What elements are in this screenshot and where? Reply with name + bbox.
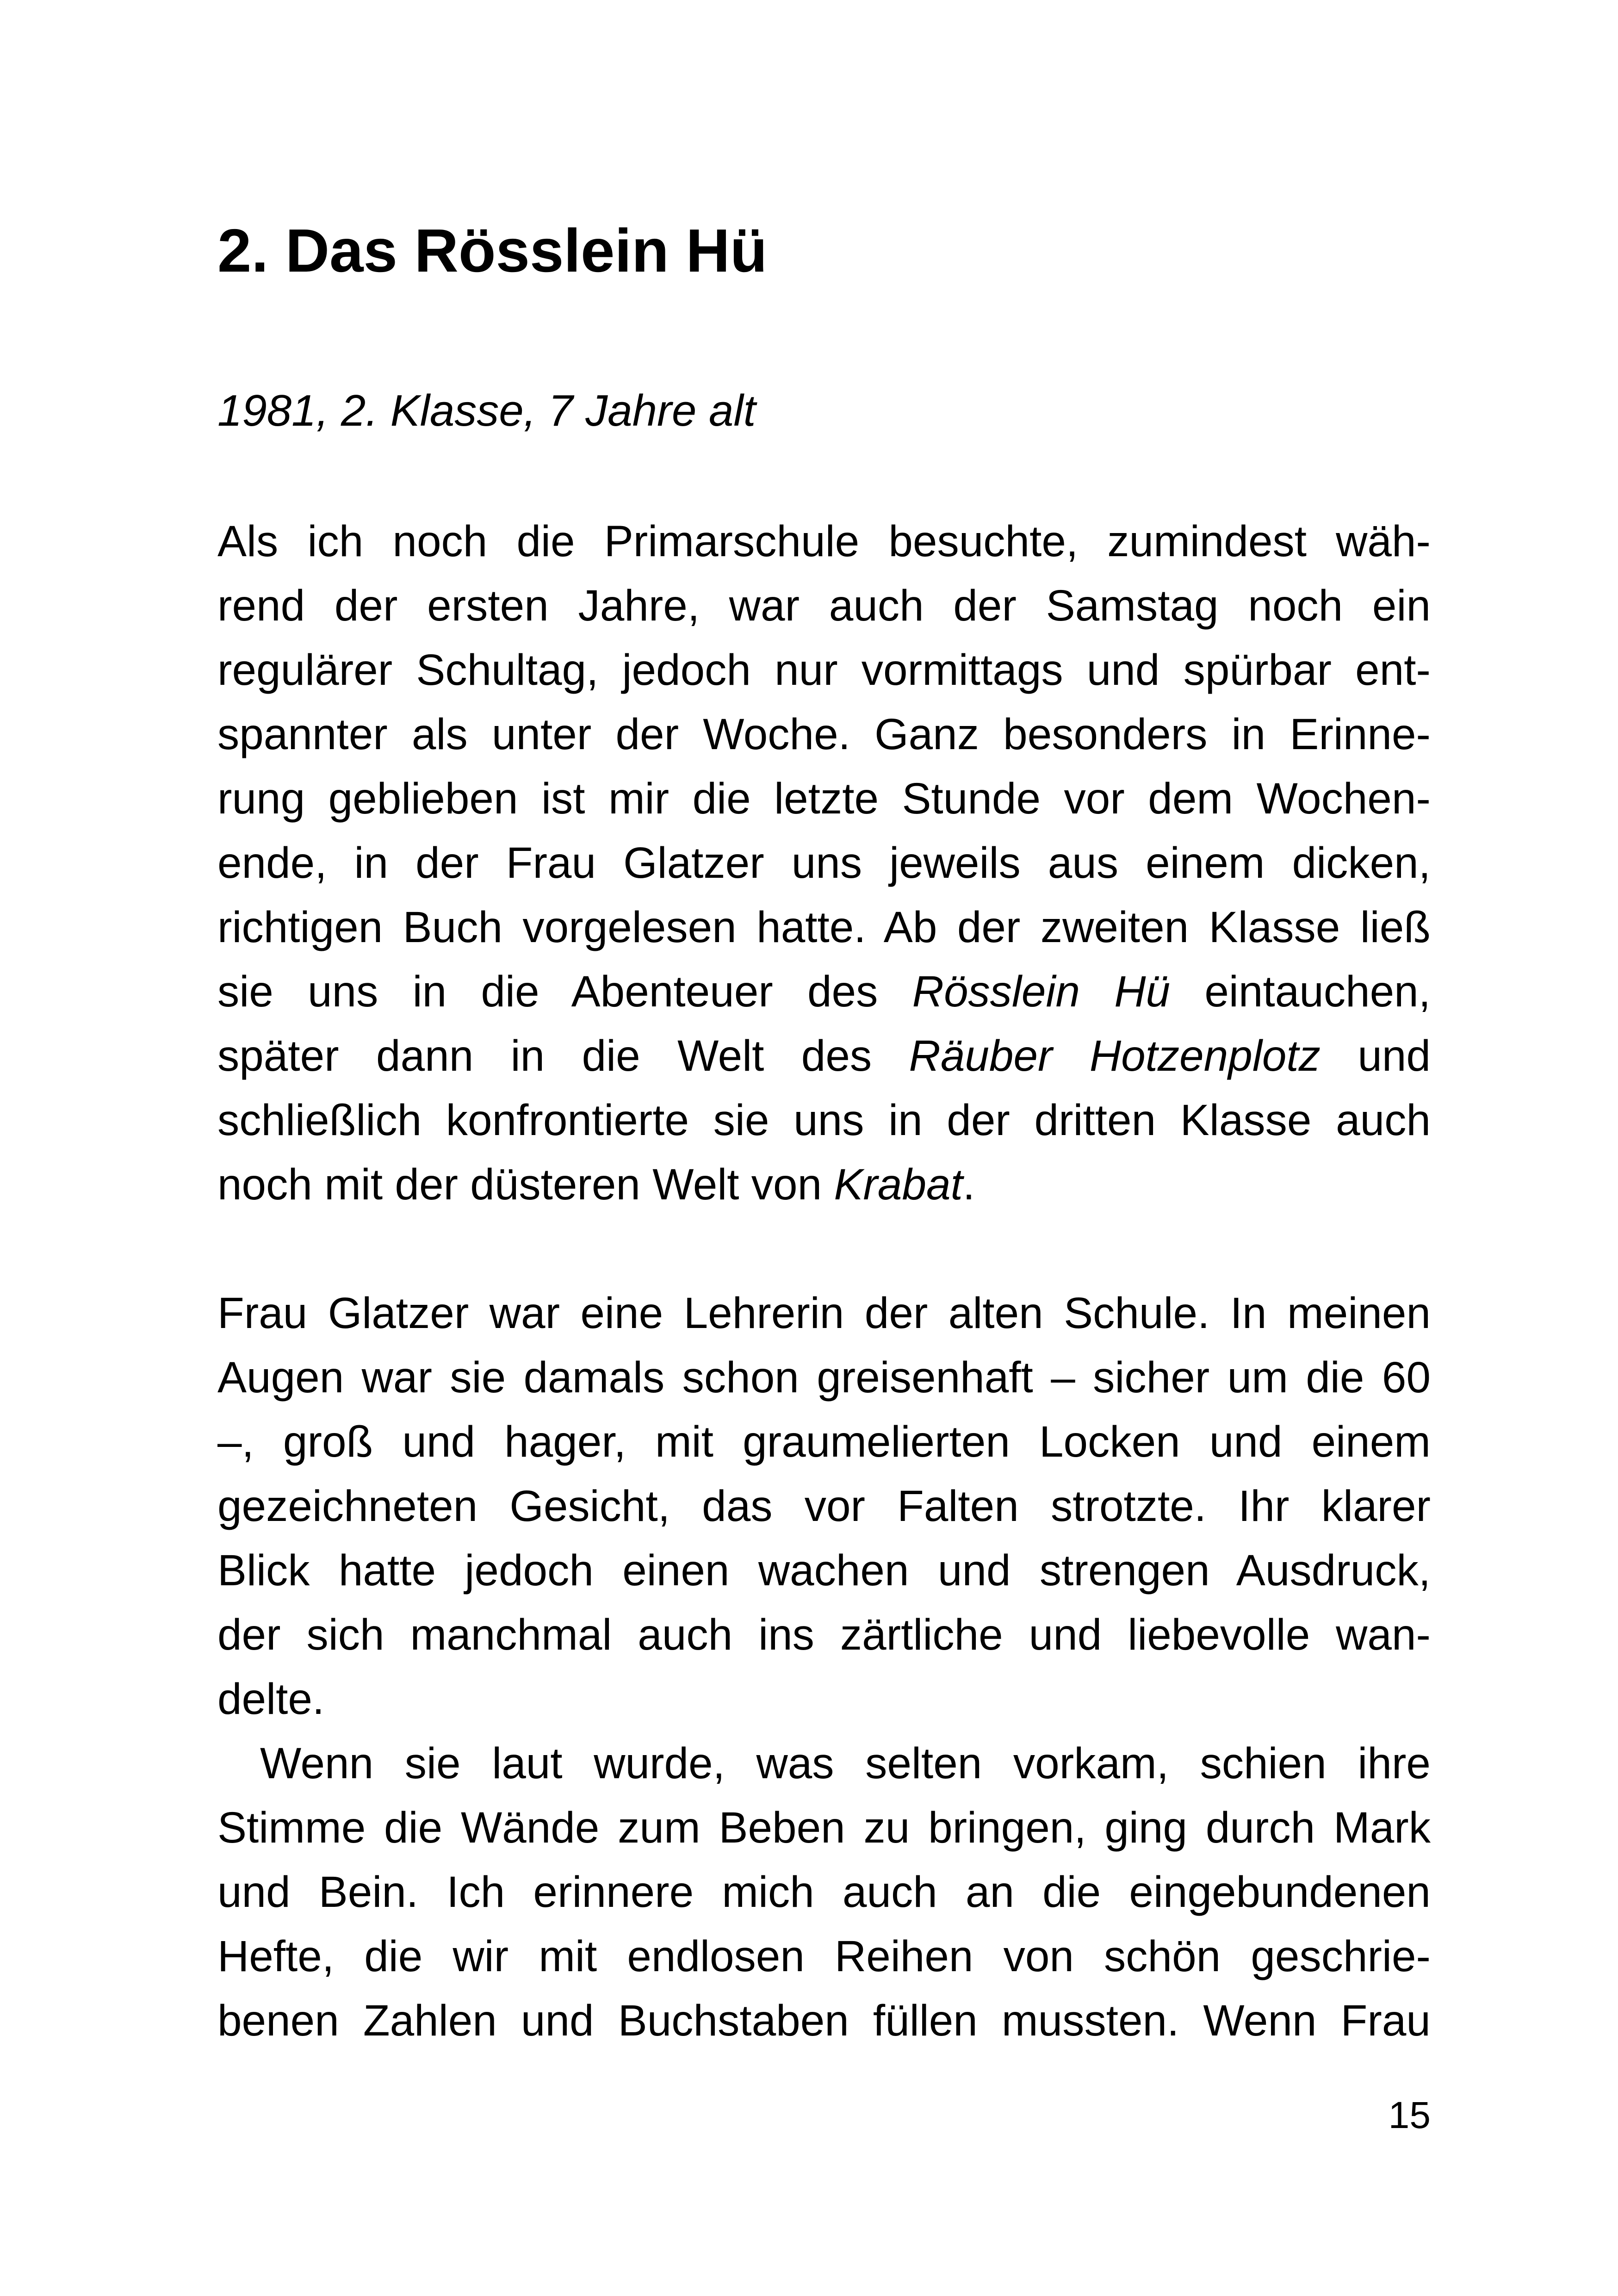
text-line: rung geblieben ist mir die letzte Stunde vor dem Wochen- bbox=[217, 774, 1431, 823]
book-title-roesslein-hue: Rösslein Hü bbox=[912, 967, 1171, 1016]
text-line: Wenn sie laut wurde, was selten vorkam, schien ihre bbox=[260, 1739, 1431, 1788]
text-line: benen Zahlen und Buchstaben füllen mussten. Wenn Frau bbox=[217, 1996, 1431, 2045]
text-line: –, groß und hager, mit graumelierten Locken und einem bbox=[217, 1417, 1431, 1466]
text-line: Stimme die Wände zum Beben zu bringen, ging durch Mark bbox=[217, 1803, 1431, 1852]
chapter-subtitle: 1981, 2. Klasse, 7 Jahre alt bbox=[217, 386, 756, 435]
text-segment: und bbox=[1358, 1031, 1431, 1080]
text-line: ende, in der Frau Glatzer uns jeweils aus einem dicken, bbox=[217, 838, 1431, 887]
text-segment: sie uns in die Abenteuer des bbox=[217, 967, 912, 1016]
text-line: regulärer Schultag, jedoch nur vormittags und spürbar ent- bbox=[217, 645, 1431, 695]
text-line: richtigen Buch vorgelesen hatte. Ab der zweiten Klasse ließ bbox=[217, 903, 1431, 952]
text-line: Als ich noch die Primarschule besuchte, zumindest wäh- bbox=[217, 517, 1431, 566]
text-line bbox=[217, 1152, 1431, 1217]
text-line: schließlich konfrontierte sie uns in der dritten Klasse auch bbox=[217, 1096, 1431, 1145]
book-title-krabat: Krabat bbox=[834, 1160, 963, 1209]
text-line: der sich manchmal auch ins zärtliche und liebevolle wan- bbox=[217, 1610, 1431, 1659]
text-line: und Bein. Ich erinnere mich auch an die eingebundenen bbox=[217, 1868, 1431, 1917]
page-number: 15 bbox=[1388, 2094, 1431, 2136]
text-line bbox=[217, 1024, 1431, 1088]
text-line bbox=[217, 959, 1431, 1024]
text-segment: eintauchen, bbox=[1204, 967, 1431, 1016]
text-line: rend der ersten Jahre, war auch der Samstag noch ein bbox=[217, 581, 1431, 630]
book-title-raeuber-hotzenplotz: Räuber Hotzenplotz bbox=[909, 1031, 1320, 1080]
text-segment: noch mit der düsteren Welt von bbox=[217, 1160, 834, 1209]
text-line: delte. bbox=[217, 1675, 325, 1724]
text-line: Blick hatte jedoch einen wachen und strengen Ausdruck, bbox=[217, 1546, 1431, 1595]
text-segment: später dann in die Welt des bbox=[217, 1031, 909, 1080]
text-line: gezeichneten Gesicht, das vor Falten strotzte. Ihr klarer bbox=[217, 1482, 1431, 1531]
text-line: Hefte, die wir mit endlosen Reihen von schön geschrie- bbox=[217, 1932, 1431, 1981]
text-line: Augen war sie damals schon greisenhaft – sicher um die 60 bbox=[217, 1353, 1431, 1402]
text-segment: . bbox=[962, 1160, 975, 1209]
chapter-title: 2. Das Rösslein Hü bbox=[217, 217, 768, 285]
text-line: spannter als unter der Woche. Ganz besonders in Erinne- bbox=[217, 710, 1431, 759]
text-line: Frau Glatzer war eine Lehrerin der alten Schule. In meinen bbox=[217, 1289, 1431, 1338]
